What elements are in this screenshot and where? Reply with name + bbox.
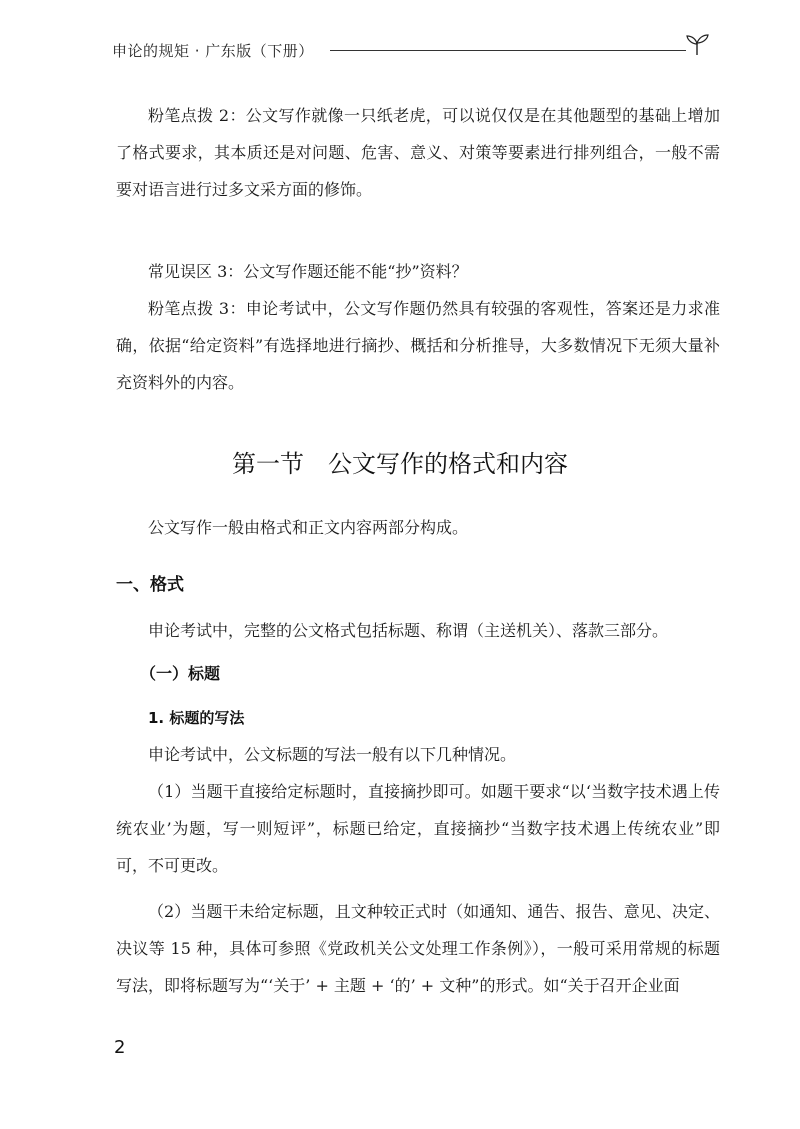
section-title: 第一节 公文写作的格式和内容 bbox=[232, 450, 568, 478]
format-heading: 一、格式 bbox=[116, 575, 184, 595]
title-subheading: （一）标题 bbox=[140, 664, 221, 683]
running-title: 申论的规矩 · 广东版（下册） bbox=[112, 42, 314, 60]
mistake-3-paragraph: 常见误区 3：公文写作题还能不能“抄”资料？ bbox=[148, 262, 468, 281]
section-intro: 公文写作一般由格式和正文内容两部分构成。 bbox=[148, 518, 469, 537]
title-case-2: （2）当题干未给定标题，且文种较正式时（如通知、通告、报告、意见、决定、决议等 15 种，具体可参照《党政机关公文处理工作条例》），一般可采用常规的标题写法，即将标题写为“‘关于’ + 主题 + ‘的’ + 文种”的形式。如“关于召开企业面 bbox=[116, 902, 720, 995]
sprout-icon bbox=[684, 32, 710, 56]
title-writing-intro: 申论考试中，公文标题的写法一般有以下几种情况。 bbox=[148, 745, 517, 764]
title-writing-heading: 1. 标题的写法 bbox=[148, 709, 245, 727]
tip-2-paragraph: 粉笔点拨 2：公文写作就像一只纸老虎，可以说仅仅是在其他题型的基础上增加了格式要求，其本质还是对问题、危害、意义、对策等要素进行排列组合，一般不需要对语言进行过多文采方面的修饰。 bbox=[116, 106, 720, 199]
header-rule bbox=[330, 50, 686, 51]
page-number: 2 bbox=[114, 1037, 126, 1058]
running-header bbox=[112, 32, 712, 62]
format-intro: 申论考试中，完整的公文格式包括标题、称谓（主送机关）、落款三部分。 bbox=[148, 621, 669, 640]
title-case-1: （1）当题干直接给定标题时，直接摘抄即可。如题干要求“以‘当数字技术遇上传统农业’为题，写一则短评”，标题已给定，直接摘抄“当数字技术遇上传统农业”即可，不可更改。 bbox=[116, 782, 720, 875]
tip-3-paragraph: 粉笔点拨 3：申论考试中，公文写作题仍然具有较强的客观性，答案还是力求准确，依据“给定资料”有选择地进行摘抄、概括和分析推导，大多数情况下无须大量补充资料外的内容。 bbox=[116, 299, 720, 392]
